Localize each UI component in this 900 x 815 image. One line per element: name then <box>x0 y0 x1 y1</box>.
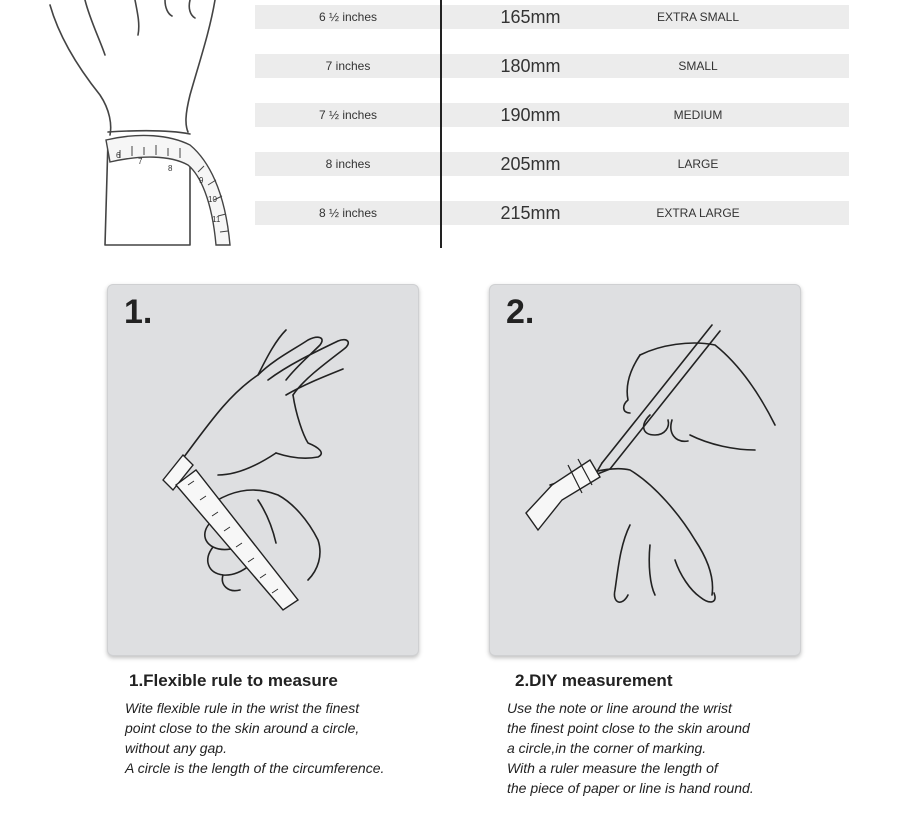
size-mm: 205mm <box>500 154 561 174</box>
size-row <box>255 54 849 78</box>
description-line: the finest point close to the skin around <box>507 720 750 736</box>
size-inches: 8 inches <box>325 157 371 171</box>
description-line: With a ruler measure the length of <box>507 760 718 776</box>
tape-number: 7 <box>138 157 143 166</box>
step-1-description <box>125 698 384 778</box>
step-2-card <box>489 284 801 656</box>
tape-number: 9 <box>199 176 204 185</box>
description-line: A circle is the length of the circumference. <box>125 760 385 776</box>
tape-number: 11 <box>212 215 221 224</box>
size-mm: 215mm <box>500 203 561 223</box>
step-2-title: 2.DIY measurement <box>515 671 673 690</box>
size-inches: 6 ½ inches <box>318 10 378 24</box>
tape-number: 8 <box>168 164 173 173</box>
size-mm: 165mm <box>500 7 561 27</box>
hand-with-tape-icon <box>40 0 245 250</box>
tape-number: 10 <box>208 195 217 204</box>
description-line: a circle,in the corner of marking. <box>507 740 707 756</box>
description-line: the piece of paper or line is hand round. <box>507 780 754 796</box>
size-row <box>255 5 849 29</box>
flexible-rule-hands-icon <box>108 285 418 655</box>
wrist-tape-illustration <box>40 0 245 250</box>
size-mm: 180mm <box>500 56 561 76</box>
pen-marking-paper-icon <box>490 285 800 655</box>
size-inches: 7 ½ inches <box>318 108 378 122</box>
step-1-title: 1.Flexible rule to measure <box>129 671 338 690</box>
step-number: 1. <box>124 293 153 331</box>
description-line: Wite flexible rule in the wrist the finest <box>125 700 360 716</box>
size-row <box>255 152 849 176</box>
table-divider <box>440 0 442 248</box>
size-label: MEDIUM <box>673 108 723 122</box>
description-line: point close to the skin around a circle, <box>125 720 360 736</box>
description-line: without any gap. <box>125 740 227 756</box>
step-2-description <box>507 698 754 798</box>
size-chart-table <box>255 0 849 250</box>
size-row <box>255 103 849 127</box>
size-mm: 190mm <box>500 105 561 125</box>
step-number: 2. <box>506 293 535 331</box>
size-label: SMALL <box>678 59 718 73</box>
step-1-card <box>107 284 419 656</box>
size-row <box>255 201 849 225</box>
size-label: EXTRA SMALL <box>656 10 740 24</box>
tape-number: 6 <box>116 151 121 160</box>
size-label: EXTRA LARGE <box>656 206 740 220</box>
size-inches: 8 ½ inches <box>318 206 378 220</box>
description-line: Use the note or line around the wrist <box>507 700 732 716</box>
size-label: LARGE <box>677 157 719 171</box>
size-inches: 7 inches <box>325 59 371 73</box>
